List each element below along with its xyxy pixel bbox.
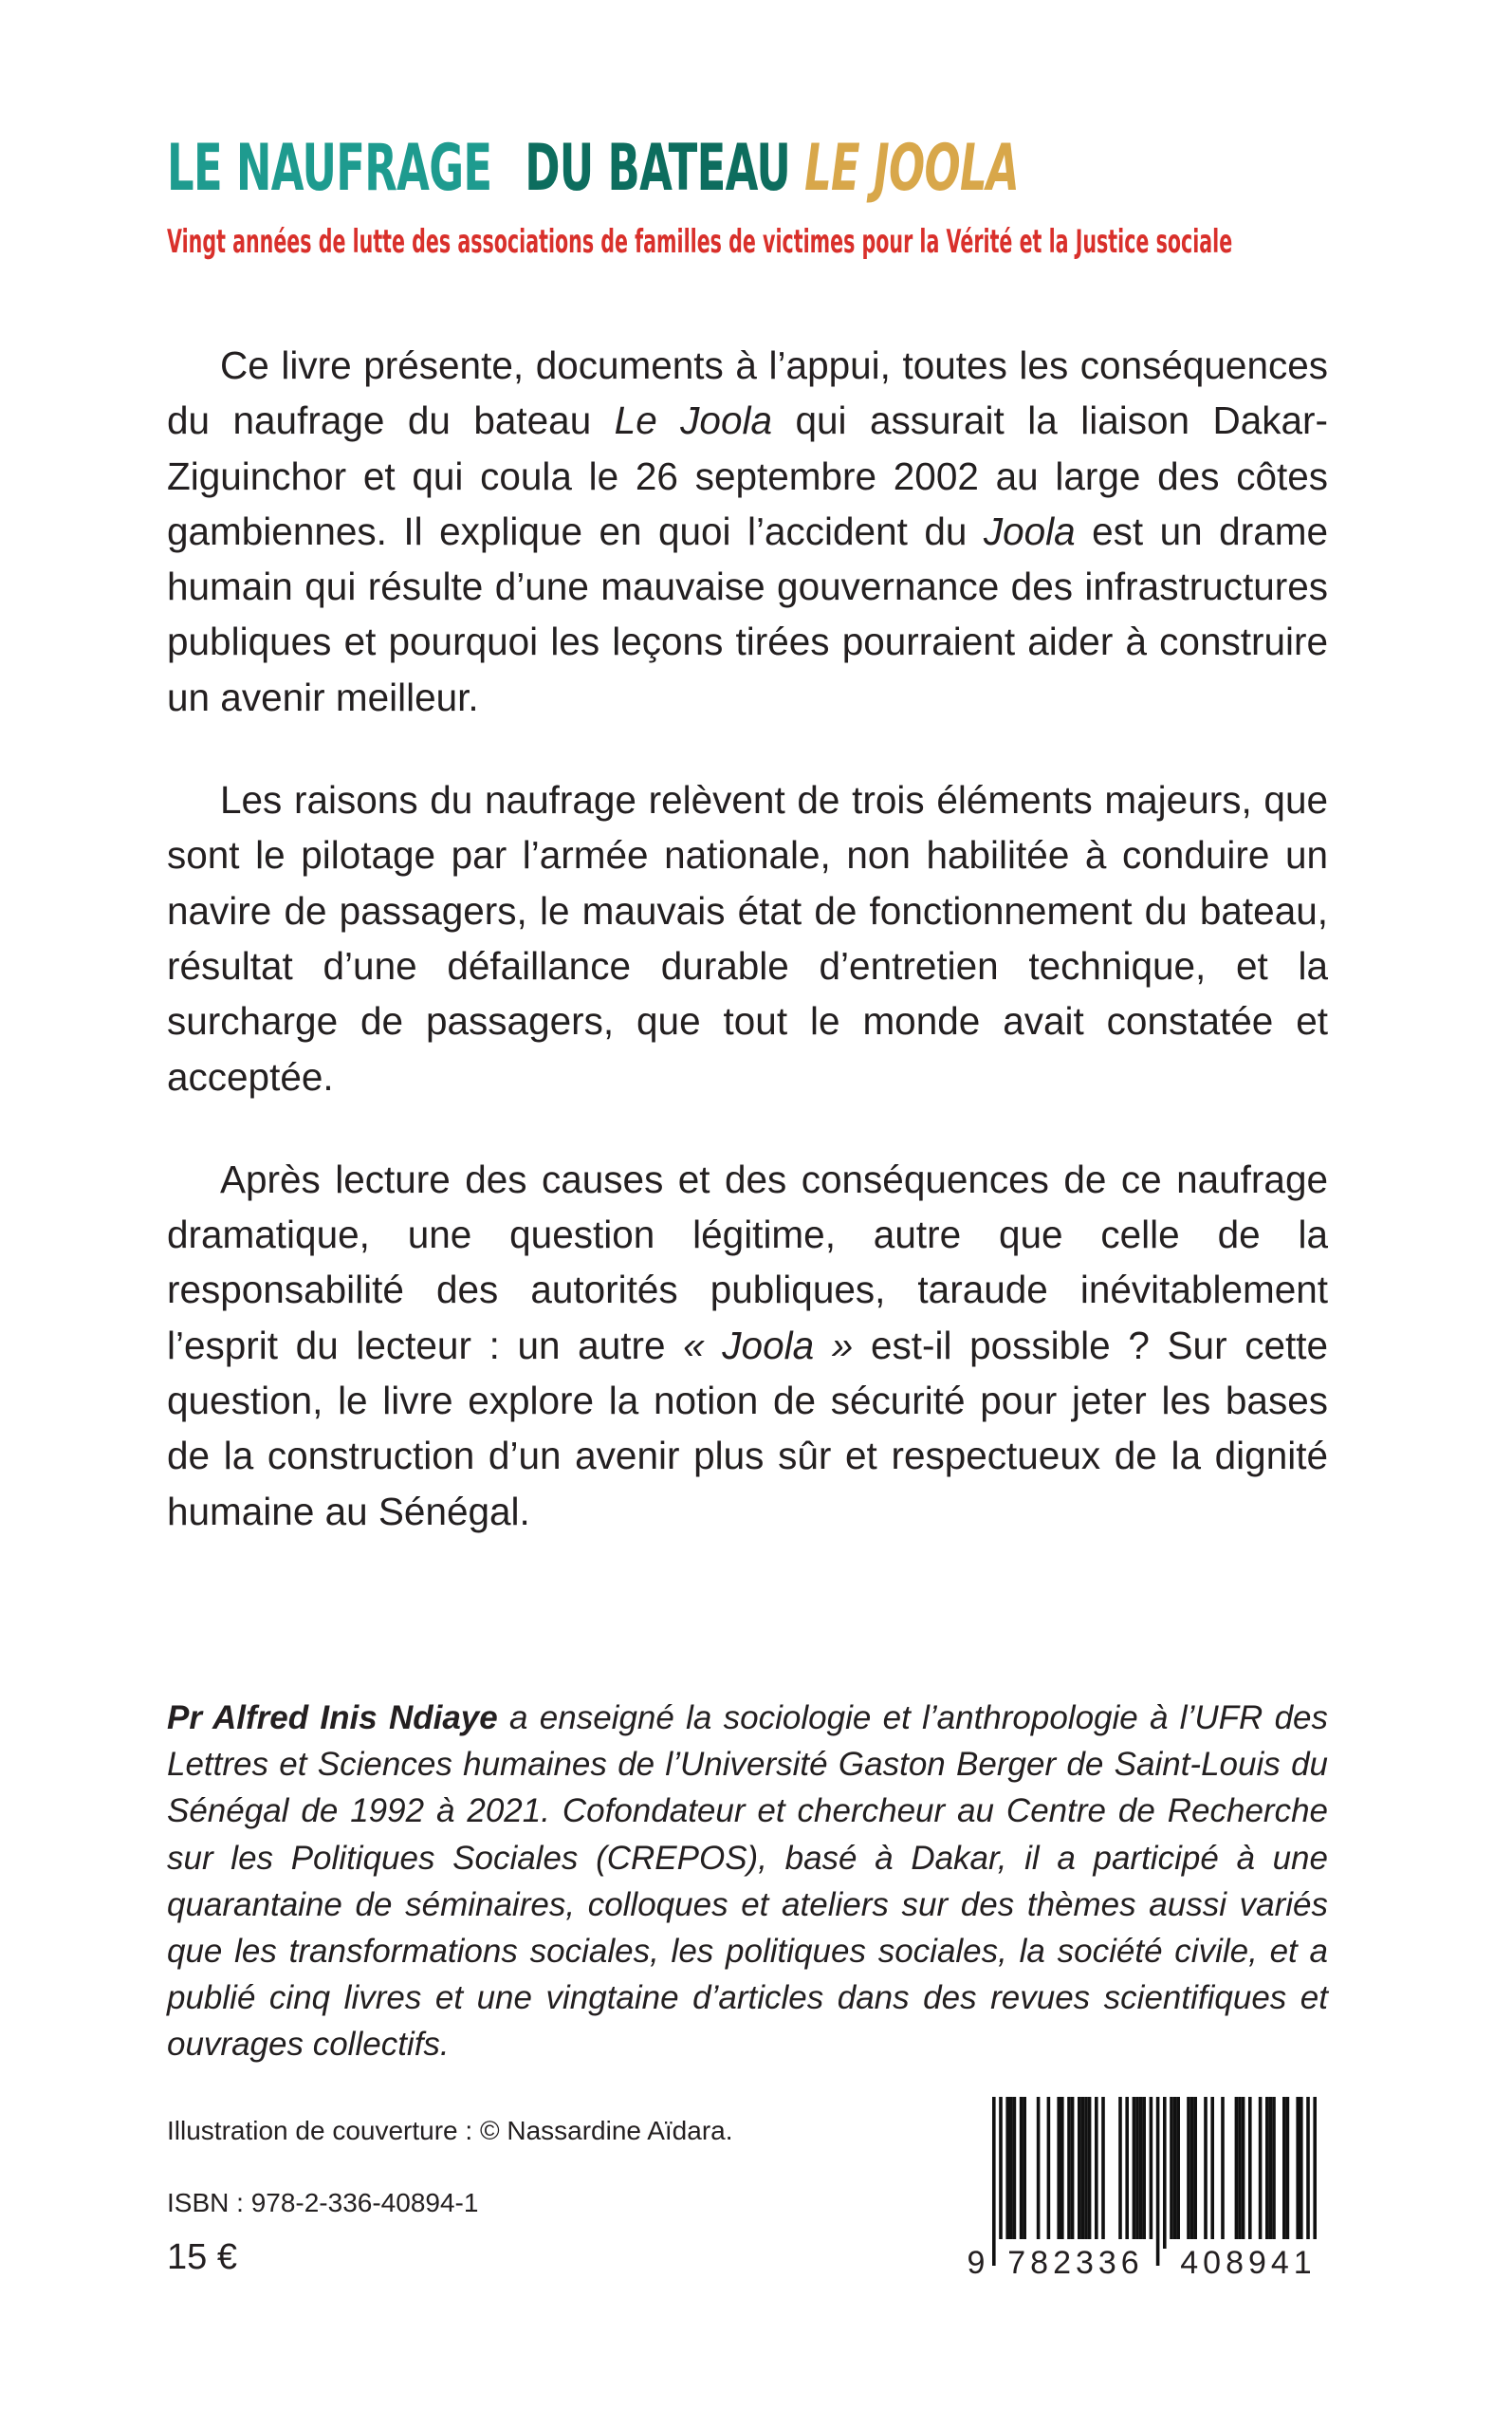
- barcode-bar: [1272, 2097, 1276, 2249]
- barcode-bar: [1265, 2097, 1269, 2249]
- barcode-bar: [1078, 2097, 1081, 2249]
- barcode-bar: [1084, 2097, 1088, 2249]
- barcode-bar: [1190, 2097, 1194, 2249]
- barcode-bar: [1118, 2097, 1122, 2249]
- barcode-bar: [1135, 2097, 1139, 2249]
- description-paragraph-3: Après lecture des causes et des conséquences de ce naufrage dramatique, une question légitime, autre que celle de la responsabilité des autorités publiques, taraude inévitablement l’esprit du lecteur : un autre « Joola » est-il possible ? Sur cette question, le livre explore la notion de sécurité pour jeter les bases de la construction d’un avenir plus sûr et respectueux de la dignité humaine au Sénégal.: [167, 1157, 1329, 1533]
- barcode-bar: [1067, 2097, 1071, 2249]
- barcode-bar: [1020, 2097, 1023, 2249]
- barcode-bar: [1242, 2097, 1245, 2249]
- barcode-bar: [1047, 2097, 1051, 2249]
- barcode-bar: [1173, 2097, 1177, 2249]
- barcode-bar: [1210, 2097, 1214, 2249]
- isbn-barcode: [964, 2097, 1336, 2294]
- barcode-bar: [1133, 2097, 1136, 2249]
- barcode-bar: [1142, 2097, 1146, 2249]
- title-part-2: DU BATEAU: [525, 131, 791, 206]
- barcode-bar: [1235, 2097, 1239, 2249]
- author-bio-text: a enseigné la sociologie et l’anthropologie à l’UFR des Lettres et Sciences humaines de l’Université Gaston Berger de Saint-Louis du Sénégal de 1992 à 2021. Cofondateur et chercheur au Centre de Recherche sur les Politiques Sociales (CREPOS), basé à Dakar, il a participé à une quarantaine de séminaires, colloques et ateliers sur des thèmes aussi variés que les transformations sociales, les politiques sociales, la société civile, et a publié cinq livres et une vingtaine d’articles dans des revues scientifiques et ouvrages collectifs.: [167, 1699, 1329, 2064]
- barcode-bar: [1187, 2097, 1190, 2249]
- isbn-text: ISBN : 978-2-336-40894-1: [167, 2188, 479, 2217]
- book-description: [167, 338, 1328, 1586]
- barcode-bar: [1300, 2097, 1303, 2249]
- barcode-bar: [1176, 2097, 1180, 2249]
- barcode-bar: [1023, 2097, 1026, 2249]
- barcode-bar: [1238, 2097, 1242, 2249]
- barcode-bar: [1193, 2097, 1197, 2249]
- barcode-bar: [1204, 2097, 1208, 2249]
- book-title: [167, 131, 1020, 207]
- description-paragraph-2: Les raisons du naufrage relèvent de trois éléments majeurs, que sont le pilotage par l’armée nationale, non habilitée à conduire un navire de passagers, le mauvais état de fonctionnement du bateau, résultat d’une défaillance durable d’entretien technique, et la surcharge de passagers, que tout le monde avait constatée et acceptée.: [167, 778, 1328, 1099]
- barcode-bar: [1101, 2097, 1105, 2249]
- barcode-bar: [1296, 2097, 1300, 2249]
- barcode-bar: [1088, 2097, 1092, 2249]
- barcode-left-digits: 782336: [996, 2239, 1155, 2287]
- barcode-bar: [1139, 2097, 1143, 2249]
- title-part-3: LE JOOLA: [804, 131, 1020, 206]
- barcode-lead-digit: 9: [967, 2245, 986, 2281]
- barcode-bar: [1060, 2097, 1064, 2249]
- barcode-bar: [1095, 2097, 1098, 2249]
- price: 15 €: [167, 2237, 237, 2277]
- description-paragraph-1: Ce livre présente, documents à l’appui, toutes les conséquences du naufrage du bateau Le Joola qui assurait la liaison Dakar-Ziguinchor et qui coula le 26 septembre 2002 au large des côtes gambiennes. Il explique en quoi l’accident du Joola est un drame humain qui résulte d’une mauvaise gouvernance des infrastructures publiques et pourquoi les leçons tirées pourraient aider à construire un avenir meilleur.: [167, 343, 1328, 719]
- barcode-bar: [1286, 2097, 1290, 2249]
- barcode-bar: [1282, 2097, 1286, 2249]
- barcode-bar: [1037, 2097, 1041, 2249]
- barcode-bar: [1163, 2097, 1167, 2249]
- barcode-bar: [1057, 2097, 1060, 2249]
- barcode-digits: [964, 2239, 1336, 2287]
- barcode-bar: [1248, 2097, 1252, 2249]
- barcode-bar: [1081, 2097, 1085, 2249]
- barcode-bar: [1013, 2097, 1017, 2249]
- author-name: Pr Alfred Inis Ndiaye: [167, 1699, 498, 1736]
- book-subtitle: Vingt années de lutte des associations de familles de victimes pour la Vérité et la Justice sociale: [167, 223, 1233, 261]
- author-bio: [167, 1695, 1328, 2068]
- barcode-bar: [1170, 2097, 1173, 2249]
- illustration-credit: Illustration de couverture : © Nassardine Aïdara.: [167, 2116, 733, 2145]
- barcode-bar: [1221, 2097, 1225, 2249]
- barcode-bar: [1071, 2097, 1075, 2249]
- barcode-right-digits: 408941: [1169, 2239, 1328, 2287]
- barcode-bar: [1259, 2097, 1263, 2249]
- barcode-bar: [1125, 2097, 1129, 2249]
- barcode-bar: [1269, 2097, 1273, 2249]
- barcode-bar: [1005, 2097, 1009, 2249]
- title-part-1: LE NAUFRAGE: [167, 131, 492, 206]
- barcode-bar: [1009, 2097, 1013, 2249]
